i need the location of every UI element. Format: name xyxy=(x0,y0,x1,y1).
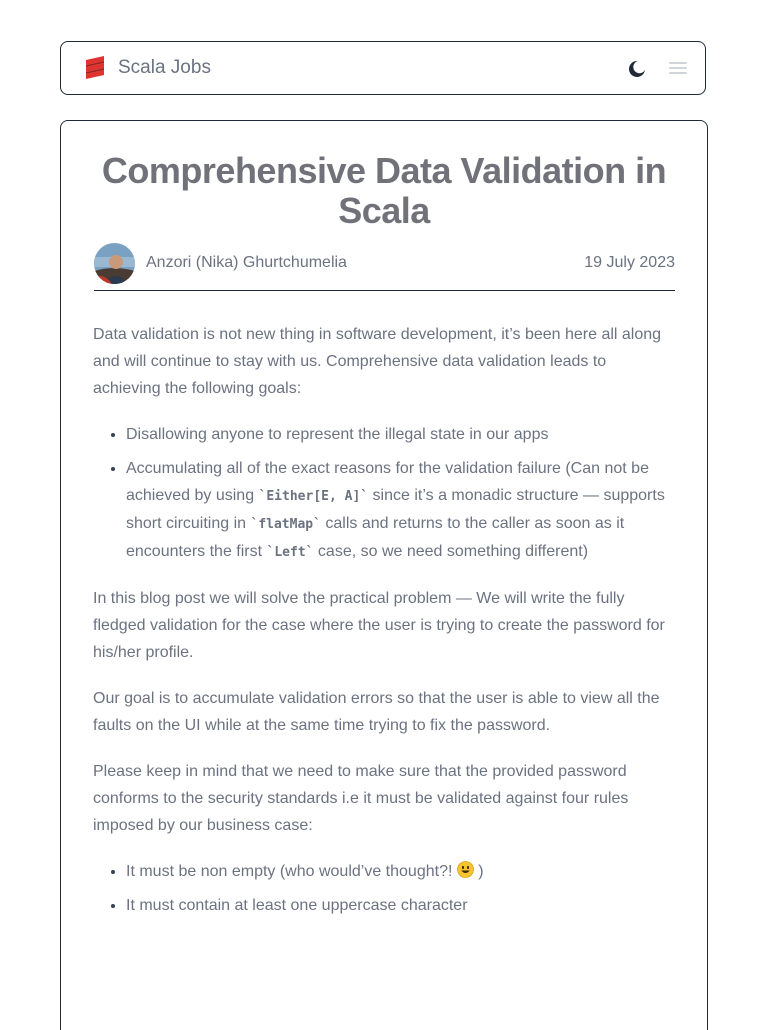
site-name[interactable]: Scala Jobs xyxy=(118,57,211,78)
rules-intro-paragraph: Please keep in mind that we need to make sure that the provided password conforms to the security standards i.e it must be validated against four rules imposed by our business case: xyxy=(93,763,629,834)
article-title: Comprehensive Data Validation in Scala xyxy=(101,150,667,231)
intro-paragraph: Data validation is not new thing in software development, it’s been here all along and will continue to stay with us. Comprehensive data validation leads to achieving the following goals: xyxy=(93,326,662,397)
list-item-text: ) xyxy=(473,863,484,880)
hamburger-menu-icon[interactable] xyxy=(667,60,689,76)
scala-logo-icon[interactable] xyxy=(84,55,106,83)
goal-paragraph: Our goal is to accumulate validation errors so that the user is able to view all the faults on the UI while at the same time trying to fix the password. xyxy=(93,690,660,734)
rules-list xyxy=(93,858,678,919)
list-item-text: since it’s a monadic structure — supports short circuiting in xyxy=(126,487,665,532)
moon-icon[interactable] xyxy=(627,59,647,79)
list-item: • It must contain at least one uppercase character xyxy=(126,892,678,919)
publish-date: 19 July 2023 xyxy=(584,254,675,271)
author-name[interactable]: Anzori (Nika) Ghurtchumelia xyxy=(146,254,347,271)
author-avatar xyxy=(94,243,135,284)
list-item-text: Accumulating all of the exact reasons for the validation failure (Can not be achieved by using xyxy=(126,460,649,504)
list-item-text: calls and returns to the caller as soon as it encounters the first xyxy=(126,515,625,560)
goals-list xyxy=(93,421,678,566)
inline-code: `Either[E, A]` xyxy=(258,489,369,504)
article-meta xyxy=(94,243,675,291)
problem-paragraph: In this blog post we will solve the practical problem — We will write the fully fledged validation for the case where the user is trying to create the password for his/her profile. xyxy=(93,590,665,661)
list-item xyxy=(126,455,678,566)
smiley-emoji-icon xyxy=(457,860,474,877)
inline-code: `flatMap` xyxy=(250,517,321,532)
list-item-text: case, so we need something different) xyxy=(313,543,589,560)
article-card xyxy=(60,120,708,1030)
inline-code: `Left` xyxy=(266,545,314,560)
list-item: • Disallowing anyone to represent the illegal state in our apps xyxy=(126,421,678,448)
list-item xyxy=(126,858,678,885)
list-item-text: It must be non empty (who would’ve thought?! xyxy=(126,863,457,880)
article-body xyxy=(93,321,678,938)
navbar xyxy=(60,41,706,95)
